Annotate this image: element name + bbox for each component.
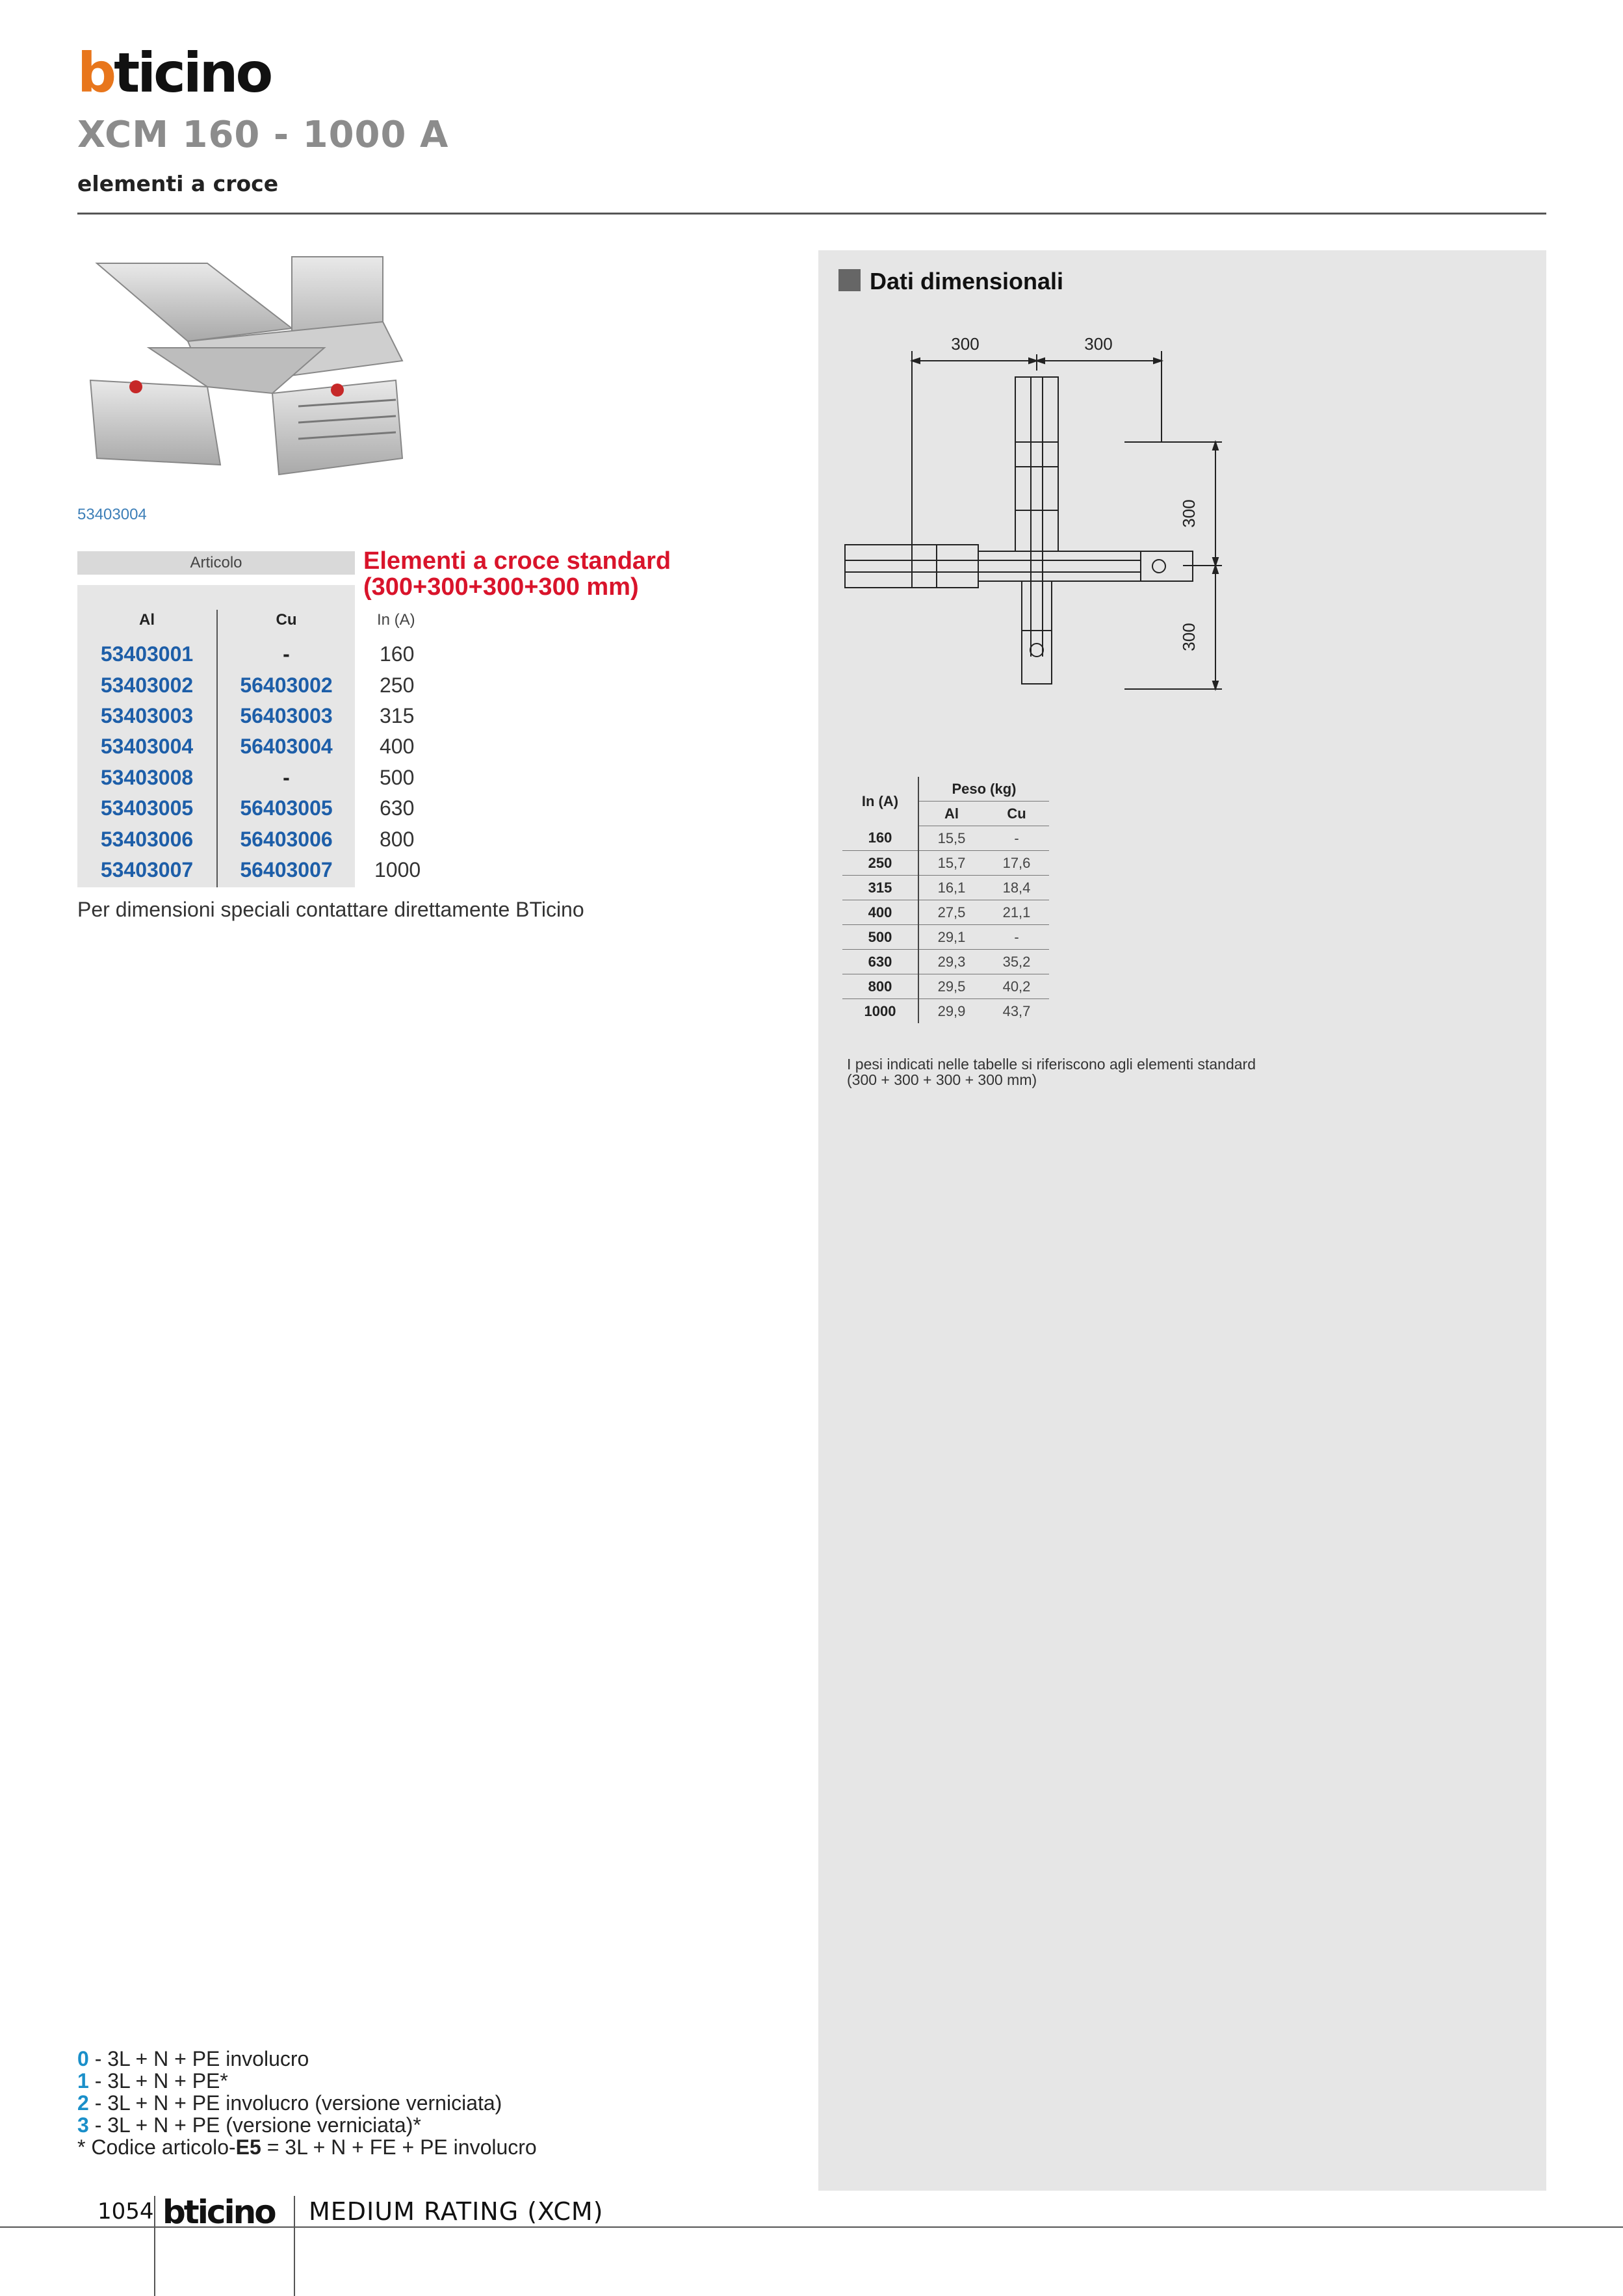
legend-footnote: * Codice articolo-E5 = 3L + N + FE + PE involucro [77, 2135, 537, 2159]
wt-col-peso: Peso (kg) [918, 777, 1049, 802]
code-cu: - [283, 642, 290, 666]
col-header-in: In (A) [377, 611, 415, 629]
page-title: XCM 160 - 1000 A [77, 114, 449, 156]
in-value: 1000 [374, 858, 421, 881]
in-value: 315 [380, 704, 415, 727]
weight-table [842, 777, 1049, 1023]
code-al: 53403006 [100, 828, 194, 851]
code-cu: 56403007 [240, 858, 333, 881]
dim-bottom: 300 [1179, 623, 1199, 651]
in-value: 160 [380, 642, 415, 666]
wt-row: 400 27,5 21,1 [842, 900, 1049, 925]
code-al: 53403005 [100, 796, 194, 820]
header-divider [77, 213, 1546, 215]
col-header-cu: Cu [276, 611, 297, 629]
section-square-icon [838, 269, 861, 291]
legend [77, 2048, 537, 2158]
in-value: 800 [380, 828, 415, 851]
bticino-logo: bticino [77, 41, 271, 105]
code-cu: 56403003 [240, 704, 333, 727]
wt-row: 160 15,5 - [842, 826, 1049, 851]
code-al: 53403007 [100, 858, 194, 881]
panel-title: Dati dimensionali [870, 268, 1064, 294]
weight-note: I pesi indicati nelle tabelle si riferiscono agli elementi standard (300 + 300 + 300 + 300 mm) [847, 1056, 1256, 1088]
in-value: 400 [380, 735, 415, 758]
wt-col-in: In (A) [861, 792, 899, 809]
wt-col-cu: Cu [984, 802, 1049, 826]
wt-row: 630 29,3 35,2 [842, 950, 1049, 974]
dim-top: 300 [1179, 499, 1199, 528]
legend-item: 2 - 3L + N + PE involucro (versione verniciata) [77, 2091, 502, 2115]
wt-row: 250 15,7 17,6 [842, 851, 1049, 876]
code-cu: 56403002 [240, 673, 333, 697]
dimension-drawing [838, 325, 1306, 754]
wt-row: 500 29,1 - [842, 925, 1049, 950]
code-al: 53403008 [100, 766, 194, 789]
code-al: 53403003 [100, 704, 194, 727]
wt-row: 315 16,1 18,4 [842, 876, 1049, 900]
wt-row: 1000 29,9 43,7 [842, 999, 1049, 1024]
code-cu: 56403005 [240, 796, 333, 820]
article-header: Articolo [77, 551, 355, 575]
dim-right: 300 [1084, 334, 1113, 354]
photo-caption: 53403004 [77, 506, 147, 523]
footer-section: MEDIUM RATING (XCM) [309, 2197, 604, 2226]
code-al: 53403002 [100, 673, 194, 697]
dim-left: 300 [951, 334, 980, 354]
col-header-al: Al [139, 611, 155, 629]
footer-separator [294, 2196, 295, 2296]
code-cu: 56403006 [240, 828, 333, 851]
special-dimensions-note: Per dimensioni speciali contattare direttamente BTicino [77, 898, 584, 921]
in-value: 630 [380, 796, 415, 820]
footer-separator [154, 2196, 155, 2296]
product-photo [77, 250, 415, 491]
code-al: 53403001 [100, 642, 194, 666]
page-number: 1054 [97, 2198, 154, 2224]
footer-logo: bticino [162, 2193, 275, 2231]
article-title: Elementi a croce standard (300+300+300+300 mm) [363, 547, 671, 601]
legend-item: 3 - 3L + N + PE (versione verniciata)* [77, 2113, 421, 2137]
in-value: 500 [380, 766, 415, 789]
code-al: 53403004 [100, 735, 194, 758]
legend-item: 1 - 3L + N + PE* [77, 2069, 228, 2093]
wt-row: 800 29,5 40,2 [842, 974, 1049, 999]
in-value: 250 [380, 673, 415, 697]
code-cu: - [283, 766, 290, 789]
code-cu: 56403004 [240, 735, 333, 758]
wt-col-al: Al [918, 802, 984, 826]
page-subtitle: elementi a croce [77, 171, 279, 196]
legend-item: 0 - 3L + N + PE involucro [77, 2047, 309, 2070]
